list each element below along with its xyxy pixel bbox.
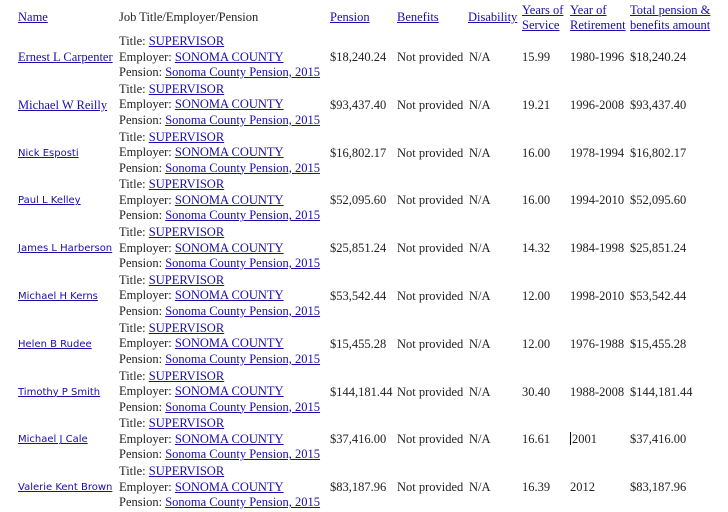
- benefits-value: Not provided: [397, 97, 464, 112]
- employer-label: Employer:: [119, 384, 172, 399]
- years-of-service: 16.39: [522, 480, 551, 495]
- employee-name-link[interactable]: Paul L Kelley: [18, 195, 81, 207]
- job-info: [119, 416, 320, 463]
- employer-label: Employer:: [119, 97, 172, 112]
- employee-name-link[interactable]: Ernest L Carpenter: [18, 50, 113, 64]
- title-label: Title:: [119, 225, 146, 240]
- pension-plan-link[interactable]: Sonoma County Pension, 2015: [165, 303, 321, 318]
- title-label: Title:: [119, 129, 146, 144]
- disability-value: N/A: [469, 97, 491, 112]
- pension-table-body: [0, 34, 728, 512]
- pension-plan-link[interactable]: Sonoma County Pension, 2015: [165, 160, 321, 175]
- table-row: [0, 130, 728, 178]
- employer-link[interactable]: SONOMA COUNTY: [174, 49, 284, 64]
- job-title-link[interactable]: SUPERVISOR: [148, 225, 225, 240]
- table-row: [0, 416, 728, 464]
- employer-link[interactable]: SONOMA COUNTY: [174, 479, 284, 494]
- job-title-link[interactable]: SUPERVISOR: [148, 464, 225, 479]
- pension-label: Pension:: [119, 160, 163, 175]
- employee-name-link[interactable]: Michael J Cale: [18, 434, 88, 446]
- retirement-header-line1: Year of: [570, 3, 607, 17]
- disability-value: N/A: [469, 241, 491, 256]
- pension-amount: $144,181.44: [330, 384, 393, 399]
- employer-link[interactable]: SONOMA COUNTY: [174, 240, 284, 255]
- job-title-link[interactable]: SUPERVISOR: [148, 81, 225, 96]
- employee-name-link[interactable]: Timothy P Smith: [18, 386, 101, 398]
- employer-link[interactable]: SONOMA COUNTY: [174, 192, 284, 207]
- employer-label: Employer:: [119, 145, 172, 160]
- table-row: [0, 369, 728, 417]
- pension-amount: $16,802.17: [330, 145, 387, 160]
- sort-total-link[interactable]: [630, 3, 710, 33]
- employer-link[interactable]: SONOMA COUNTY: [174, 288, 284, 303]
- benefits-value: Not provided: [397, 288, 464, 303]
- benefits-value: Not provided: [397, 480, 464, 495]
- table-row: [0, 321, 728, 369]
- benefits-value: Not provided: [397, 241, 464, 256]
- sort-name-link[interactable]: Name: [18, 10, 48, 24]
- job-info: [119, 130, 320, 177]
- pension-plan-link[interactable]: Sonoma County Pension, 2015: [165, 399, 321, 414]
- years-of-service: 30.40: [522, 384, 551, 399]
- total-amount: $25,851.24: [630, 241, 687, 256]
- table-header: [0, 0, 728, 34]
- benefits-value: Not provided: [397, 384, 464, 399]
- disability-value: N/A: [469, 432, 491, 447]
- retirement-years: 2012: [570, 480, 595, 495]
- retirement-years: 1988-2008: [570, 384, 625, 399]
- years-of-service: 19.21: [522, 97, 551, 112]
- retirement-years: 1996-2008: [570, 97, 625, 112]
- pension-plan-link[interactable]: Sonoma County Pension, 2015: [165, 208, 321, 223]
- job-info: [119, 82, 320, 129]
- retirement-years: 1976-1988: [570, 336, 625, 351]
- years-of-service: 12.00: [522, 288, 551, 303]
- pension-label: Pension:: [119, 351, 163, 366]
- job-title-link[interactable]: SUPERVISOR: [148, 368, 225, 383]
- retirement-years-value: 2001: [572, 432, 597, 447]
- job-column-header: Job Title/Employer/Pension: [119, 10, 259, 24]
- years-of-service: 16.61: [522, 432, 551, 447]
- title-label: Title:: [119, 416, 146, 431]
- employer-link[interactable]: SONOMA COUNTY: [174, 97, 284, 112]
- pension-amount: $15,455.28: [330, 336, 387, 351]
- employee-name-link[interactable]: Michael H Kerns: [18, 290, 98, 302]
- benefits-value: Not provided: [397, 50, 464, 64]
- disability-value: N/A: [469, 384, 491, 399]
- benefits-value: Not provided: [397, 336, 464, 351]
- table-row: [0, 464, 728, 512]
- sort-disability-link[interactable]: Disability: [468, 10, 518, 24]
- total-amount: $18,240.24: [630, 50, 687, 64]
- employer-label: Employer:: [119, 288, 172, 303]
- employee-name-link[interactable]: Helen B Rudee: [18, 338, 92, 350]
- pension-label: Pension:: [119, 112, 163, 127]
- employer-link[interactable]: SONOMA COUNTY: [174, 384, 284, 399]
- employer-label: Employer:: [119, 479, 172, 494]
- total-amount: $93,437.40: [630, 97, 687, 112]
- retirement-years: 1984-1998: [570, 241, 625, 256]
- total-amount: $52,095.60: [630, 193, 687, 208]
- pension-plan-link[interactable]: Sonoma County Pension, 2015: [165, 65, 321, 79]
- pension-amount: $83,187.96: [330, 480, 387, 495]
- disability-value: N/A: [469, 336, 491, 351]
- job-title-link[interactable]: SUPERVISOR: [148, 416, 225, 431]
- total-amount: $144,181.44: [630, 384, 693, 399]
- pension-label: Pension:: [119, 399, 163, 414]
- job-info: [119, 321, 320, 368]
- benefits-value: Not provided: [397, 432, 464, 447]
- title-label: Title:: [119, 368, 146, 383]
- retirement-years: 1978-1994: [570, 145, 625, 160]
- years-of-service: 16.00: [522, 145, 551, 160]
- retirement-years: 1998-2010: [570, 288, 625, 303]
- retirement-years: 1994-2010: [570, 193, 625, 208]
- employer-link[interactable]: SONOMA COUNTY: [174, 336, 284, 351]
- job-title-link[interactable]: SUPERVISOR: [148, 34, 225, 48]
- table-row: [0, 177, 728, 225]
- pension-amount: $18,240.24: [330, 50, 387, 64]
- job-info: [119, 34, 320, 81]
- job-title-link[interactable]: SUPERVISOR: [148, 272, 225, 287]
- years-of-service: 12.00: [522, 336, 551, 351]
- disability-value: N/A: [469, 288, 491, 303]
- benefits-value: Not provided: [397, 193, 464, 208]
- employer-link[interactable]: SONOMA COUNTY: [174, 431, 284, 446]
- retirement-header-line2: Retirement: [570, 18, 626, 32]
- employer-label: Employer:: [119, 49, 172, 64]
- job-info: [119, 177, 320, 224]
- pension-amount: $52,095.60: [330, 193, 387, 208]
- pension-amount: $25,851.24: [330, 241, 387, 256]
- job-info: [119, 464, 320, 511]
- pension-label: Pension:: [119, 65, 163, 79]
- sort-years-link[interactable]: [522, 3, 563, 33]
- employee-name-link[interactable]: Valerie Kent Brown: [18, 482, 113, 494]
- years-header-line2: Service: [522, 18, 560, 32]
- total-amount: $16,802.17: [630, 145, 687, 160]
- job-info: [119, 273, 320, 320]
- total-header-line2: benefits amount: [630, 18, 711, 32]
- job-info: [119, 225, 320, 272]
- pension-plan-link[interactable]: Sonoma County Pension, 2015: [165, 495, 321, 510]
- years-of-service: 16.00: [522, 193, 551, 208]
- employer-label: Employer:: [119, 192, 172, 207]
- pension-label: Pension:: [119, 495, 163, 510]
- pension-amount: $93,437.40: [330, 97, 387, 112]
- pension-plan-link[interactable]: Sonoma County Pension, 2015: [165, 112, 321, 127]
- disability-value: N/A: [469, 193, 491, 208]
- retirement-years: [570, 432, 597, 448]
- employee-name-link[interactable]: James L Harberson: [18, 243, 113, 255]
- pension-label: Pension:: [119, 208, 163, 223]
- disability-value: N/A: [469, 145, 491, 160]
- pension-label: Pension:: [119, 256, 163, 271]
- disability-value: N/A: [469, 480, 491, 495]
- table-row: [0, 82, 728, 130]
- pension-plan-link[interactable]: Sonoma County Pension, 2015: [165, 351, 321, 366]
- pension-amount: $53,542.44: [330, 288, 387, 303]
- job-title-link[interactable]: SUPERVISOR: [148, 177, 225, 192]
- years-of-service: 15.99: [522, 50, 551, 64]
- title-label: Title:: [119, 464, 146, 479]
- job-title-link[interactable]: SUPERVISOR: [148, 320, 225, 335]
- retirement-years: 1980-1996: [570, 50, 625, 64]
- employer-label: Employer:: [119, 336, 172, 351]
- sort-benefits-link[interactable]: Benefits: [397, 10, 439, 24]
- pension-amount: $37,416.00: [330, 432, 387, 447]
- years-of-service: 14.32: [522, 241, 551, 256]
- title-label: Title:: [119, 34, 146, 48]
- total-amount: $15,455.28: [630, 336, 687, 351]
- table-row: [0, 34, 728, 82]
- benefits-value: Not provided: [397, 145, 464, 160]
- pension-plan-link[interactable]: Sonoma County Pension, 2015: [165, 447, 321, 462]
- table-row: [0, 273, 728, 321]
- title-label: Title:: [119, 320, 146, 335]
- years-header-line1: Years of: [522, 3, 564, 17]
- pension-plan-link[interactable]: Sonoma County Pension, 2015: [165, 256, 321, 271]
- sort-retirement-link[interactable]: [570, 3, 626, 33]
- total-amount: $53,542.44: [630, 288, 687, 303]
- text-cursor: [570, 432, 571, 445]
- title-label: Title:: [119, 177, 146, 192]
- title-label: Title:: [119, 81, 146, 96]
- employer-link[interactable]: SONOMA COUNTY: [174, 145, 284, 160]
- total-amount: $37,416.00: [630, 432, 687, 447]
- sort-pension-link[interactable]: Pension: [330, 10, 370, 24]
- employer-label: Employer:: [119, 240, 172, 255]
- job-info: [119, 369, 320, 416]
- employee-name-link[interactable]: Michael W Reilly: [18, 97, 108, 112]
- employee-name-link[interactable]: Nick Esposti: [18, 147, 79, 159]
- disability-value: N/A: [469, 50, 491, 64]
- pension-label: Pension:: [119, 447, 163, 462]
- total-header-line1: Total pension &: [630, 3, 711, 17]
- pension-label: Pension:: [119, 303, 163, 318]
- table-row: [0, 225, 728, 273]
- total-amount: $83,187.96: [630, 480, 687, 495]
- job-title-link[interactable]: SUPERVISOR: [148, 129, 225, 144]
- employer-label: Employer:: [119, 431, 172, 446]
- title-label: Title:: [119, 272, 146, 287]
